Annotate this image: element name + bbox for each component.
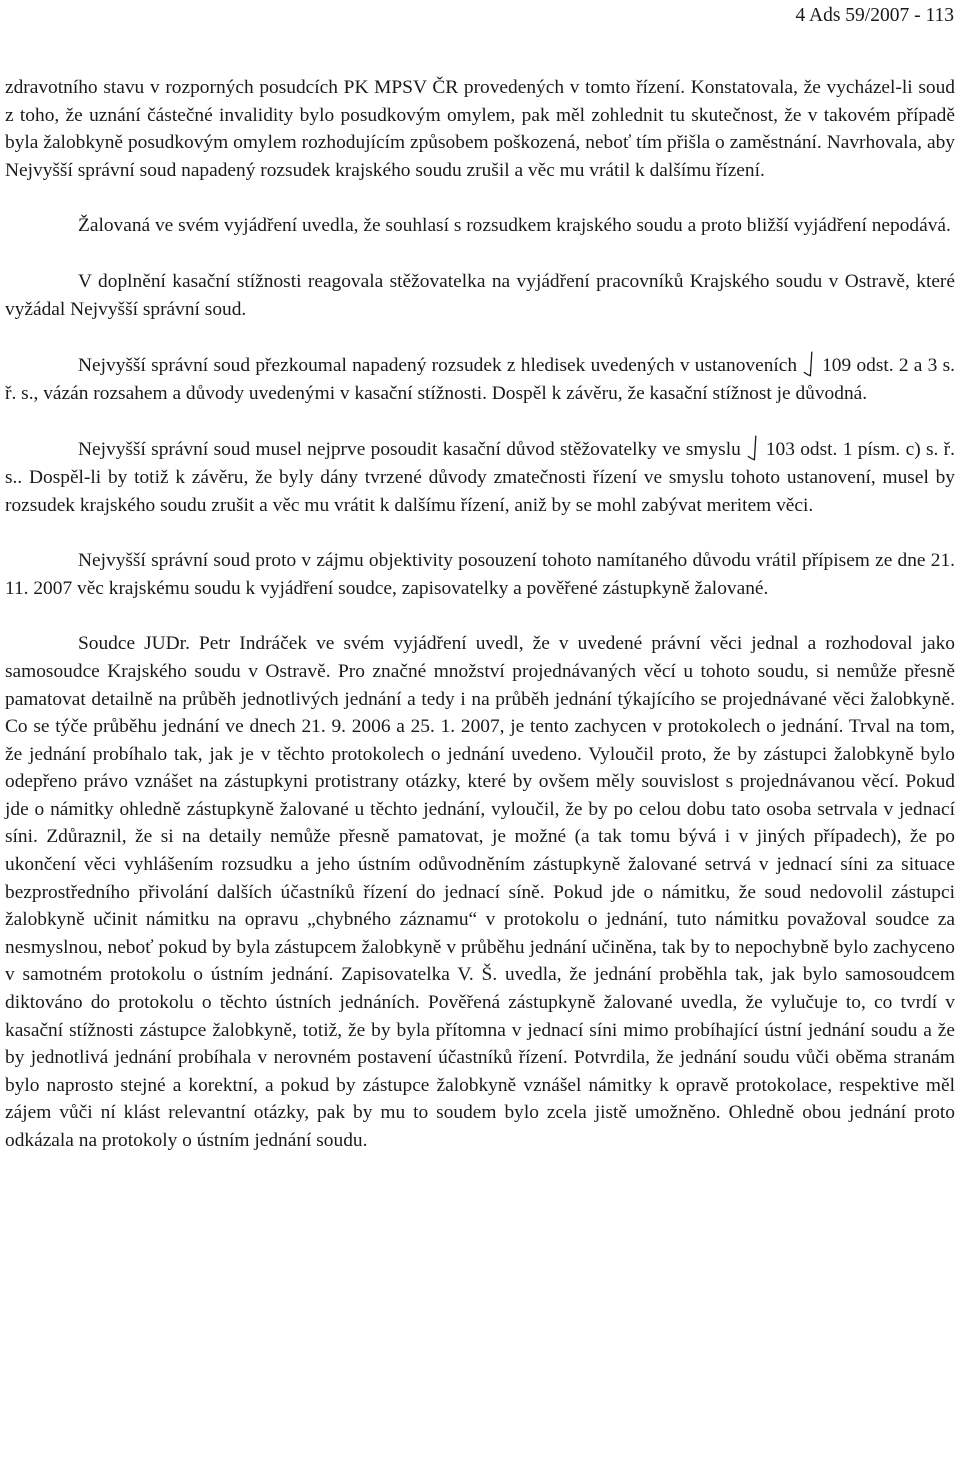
paragraph-5-before: Nejvyšší správní soud musel nejprve posoudit kasační důvod stěžovatelky ve smyslu — [78, 439, 741, 461]
document-body — [5, 74, 955, 1155]
case-reference: 4 Ads 59/2007 - 113 — [795, 5, 954, 26]
paragraph-7: Soudce JUDr. Petr Indráček ve svém vyjádření uvedl, že v uvedené právní věci jednal a rozhodoval jako samosoudce Krajského soudu v Ostravě. Pro značné množství projednávaných věcí u tohoto soudu, si nemůže přesně pamatovat detailně na průběh jednotlivých jednání a tedy i na průběh jednání týkajícího se projednávané věci žalobkyně. Co se týče průběhu jednání ve dnech 21. 9. 2006 a 25. 1. 2007, je tento zachycen v protokolech o jednání. Trval na tom, že jednání probíhalo tak, jak je v těchto protokolech o jednání uvedeno. Vyloučil proto, že by zástupci žalobkyně bylo odepřeno právo vznášet na zástupkyni protistrany otázky, které by ovšem měly souvislost s projednávanou věcí. Pokud jde o námitky ohledně zástupkyně žalované u těchto jednání, vyloučil, že by po celou dobu tato osoba setrvala v jednací síni. Zdůraznil, že si na detaily nemůže přesně pamatovat, je možné (a tak tomu bývá i v jiných případech), že po ukončení věci vyhlášením rozsudku a jeho ústním odůvodněním zástupkyně žalované setrvá v jednací síni za situace bezprostředního přivolání dalších účastníků řízení do jednací síně. Pokud jde o námitku, že soud nedovolil zástupci žalobkyně učinit námitku na opravu „chybného záznamu“ v protokolu o jednání, tuto námitku považoval soudce za nesmyslnou, neboť pokud by byla zástupcem žalobkyně v průběhu jednání učiněna, tak by to nepochybně bylo zachyceno v samotném protokolu o ústním jednání. Zapisovatelka V. Š. uvedla, že jednání proběhla tak, jak bylo samosoudcem diktováno do protokolu o těchto ústních jednáních. Pověřená zástupkyně žalované uvedla, že vylučuje to, co tvrdí v kasační stížnosti zástupce žalobkyně, totiž, že by byla přítomna v jednací síni mimo probíhající ústní jednání soudu a že by jednotlivá jednání probíhala v nerovném postavení účastníků řízení. Potvrdila, že jednání soudu vůči oběma stranám bylo naprosto stejné a korektní, a pokud by zástupce žalobkyně vznášel námitky k opravě protokolace, respektive měl zájem vůči ní klást relevantní otázky, pak by mu to soudem bylo zcela jistě umožněno. Ohledně obou jednání proto odkázala na protokoly o ústním jednání soudu. — [5, 633, 955, 1151]
paragraph-2: Žalovaná ve svém vyjádření uvedla, že souhlasí s rozsudkem krajského soudu a proto bližší vyjádření nepodává. — [78, 215, 951, 237]
section-sign-icon — [747, 435, 757, 461]
paragraph-5 — [5, 435, 955, 519]
paragraph-4 — [5, 351, 955, 407]
paragraph-3: V doplnění kasační stížnosti reagovala stěžovatelka na vyjádření pracovníků Krajského soudu v Ostravě, které vyžádal Nejvyšší správní soud. — [5, 270, 955, 320]
section-sign-icon — [803, 351, 813, 377]
paragraph-1: zdravotního stavu v rozporných posudcích PK MPSV ČR provedených v tomto řízení. Konstatovala, že vycházel-li soud z toho, že uznání částečné invalidity bylo posudkovým omylem, pak měl zohlednit tu skutečnost, že v takovém případě byla žalobkyně posudkovým omylem rozhodujícím způsobem poškozená, neboť tím přišla o zaměstnání. Navrhovala, aby Nejvyšší správní soud napadený rozsudek krajského soudu zrušil a věc mu vrátil k dalšímu řízení. — [5, 77, 955, 181]
paragraph-5-after: 103 odst. 1 písm. c) s. ř. s.. Dospěl-li by totiž k závěru, že byly dány tvrzené důvody zmatečnosti řízení ve smyslu tohoto ustanovení, musel by rozsudek krajského soudu zrušit a věc mu vrátit k dalšímu řízení, aniž by se mohl zabývat meritem věci. — [5, 439, 955, 516]
paragraph-4-before: Nejvyšší správní soud přezkoumal napadený rozsudek z hledisek uvedených v ustanoveních — [78, 355, 798, 377]
paragraph-4-after: 109 odst. 2 a 3 s. ř. s., vázán rozsahem a důvody uvedenými v kasační stížnosti. Dospěl k závěru, že kasační stížnost je důvodná. — [5, 355, 955, 404]
paragraph-6: Nejvyšší správní soud proto v zájmu objektivity posouzení tohoto namítaného důvodu vrátil přípisem ze dne 21. 11. 2007 věc krajskému soudu k vyjádření soudce, zapisovatelky a pověřené zástupkyně žalované. — [5, 550, 955, 599]
